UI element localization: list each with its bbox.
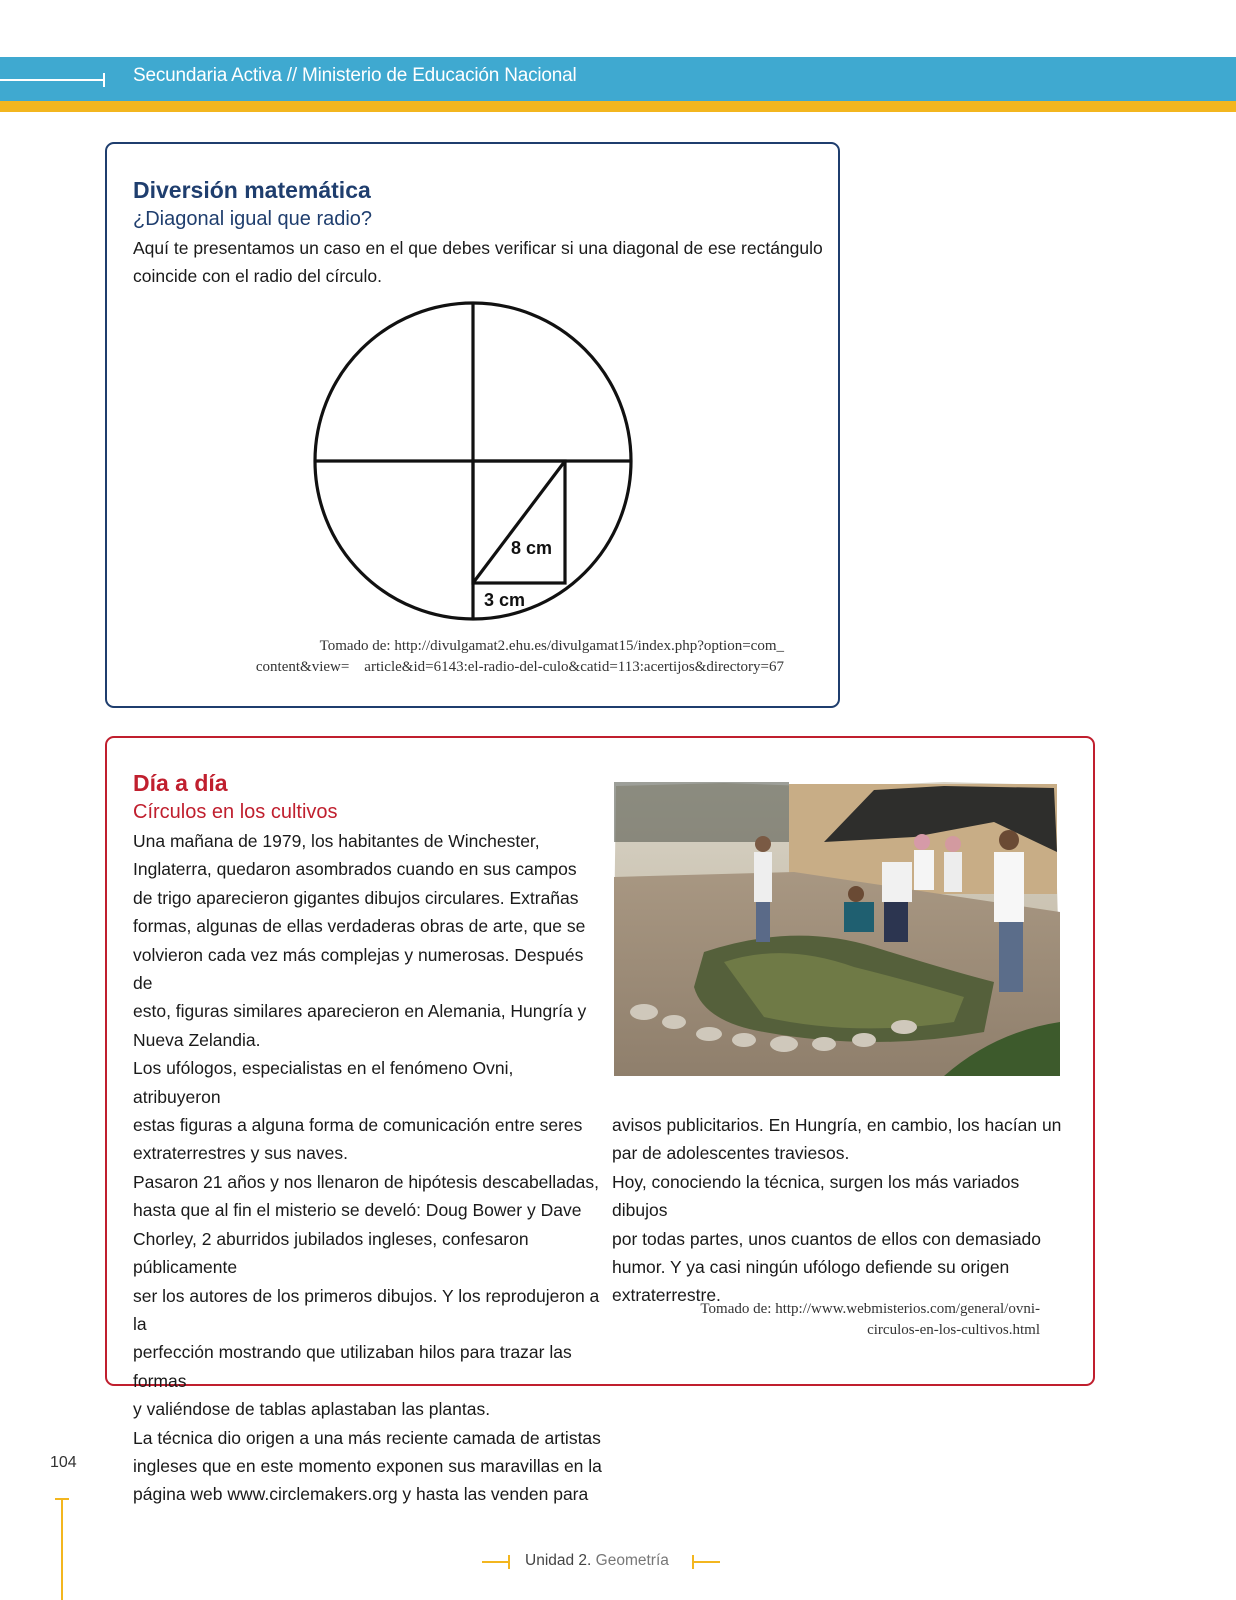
circle-rectangle-figure — [300, 296, 650, 626]
text-line: Hoy, conociendo la técnica, surgen los más variados dibujos — [612, 1171, 1020, 1221]
text-line: Pasaron 21 años y nos llenaron de hipótesis descabelladas, — [133, 1171, 600, 1192]
text-line: ingleses que en este momento exponen sus maravillas en la — [133, 1455, 602, 1476]
text-line: hasta que al fin el misterio se develó: Doug Bower y Dave — [133, 1200, 582, 1221]
text-line: formas, algunas de ellas verdaderas obras de arte, que se — [133, 916, 586, 937]
text-line: extraterrestre. — [612, 1285, 721, 1306]
header-title: Secundaria Activa // Ministerio de Educación Nacional — [133, 65, 577, 86]
source-line: content&view= article&id=6143:el-radio-del-culo&catid=113:acertijos&directory=67 — [255, 659, 784, 675]
text-line: por todas partes, unos cuantos de ellos con demasiado — [612, 1228, 1042, 1249]
day-to-day-title: Día a día — [133, 770, 228, 796]
text-line: perfección mostrando que utilizaban hilos para trazar las formas — [133, 1342, 572, 1391]
garden-children-photo — [614, 782, 1060, 1076]
footer-unit-label — [525, 1552, 669, 1570]
footer-left-dash — [482, 1561, 510, 1563]
text-line: estas figuras a alguna forma de comunicación entre seres — [133, 1115, 583, 1136]
text-line: de trigo aparecieron gigantes dibujos circulares. Extrañas — [133, 887, 579, 908]
text-line: La técnica dio origen a una más reciente camada de artistas — [133, 1427, 601, 1448]
source-line: Tomado de: http://www.webmisterios.com/general/ovni- — [700, 1301, 1040, 1317]
source-line: circulos-en-los-cultivos.html — [867, 1322, 1040, 1338]
text-line: avisos publicitarios. En Hungría, en cambio, los hacían un — [612, 1115, 1062, 1135]
text-line: ser los autores de los primeros dibujos. Y los reprodujeron a la — [133, 1285, 600, 1334]
text-line: Inglaterra, quedaron asombrados cuando en sus campos — [133, 859, 577, 880]
footer-topic: Geometría — [595, 1552, 669, 1569]
math-fun-intro-line: coincide con el radio del círculo. — [133, 266, 383, 287]
rectangle-diagonal — [473, 461, 565, 583]
header-decorative-tick — [103, 73, 105, 87]
day-to-day-source — [700, 1299, 1040, 1341]
text-line: esto, figuras similares aparecieron en Alemania, Hungría y — [133, 1001, 587, 1022]
text-line: y valiéndose de tablas aplastaban las plantas. — [133, 1399, 491, 1420]
page-number: 104 — [50, 1454, 77, 1471]
header-accent-stripe — [0, 101, 1236, 112]
source-line: Tomado de: http://divulgamat2.ehu.es/divulgamat15/index.php?option=com_ — [319, 638, 784, 654]
text-line: par de adolescentes traviesos. — [612, 1143, 850, 1164]
crop-circles-text-right — [612, 1111, 1072, 1310]
footer-vertical-tick — [55, 1498, 69, 1500]
math-fun-subtitle: ¿Diagonal igual que radio? — [133, 208, 373, 230]
footer-unit: Unidad 2. — [525, 1552, 592, 1569]
math-fun-intro — [133, 234, 823, 291]
footer-vertical-line — [61, 1498, 63, 1600]
width-label: 3 cm — [484, 590, 526, 610]
text-line: volvieron cada vez más complejas y numerosas. Después de — [133, 944, 584, 994]
text-line: Nueva Zelandia. — [133, 1029, 261, 1050]
text-line: Una mañana de 1979, los habitantes de Winchester, — [133, 831, 540, 851]
text-line: Los ufólogos, especialistas en el fenómeno Ovni, atribuyeron — [133, 1058, 514, 1107]
text-line: humor. Y ya casi ningún ufólogo defiende su origen — [612, 1257, 1010, 1278]
header-decorative-line — [0, 79, 104, 81]
text-line: extraterrestres y sus naves. — [133, 1143, 348, 1164]
math-fun-title: Diversión matemática — [133, 177, 371, 203]
height-label: 8 cm — [511, 538, 553, 558]
math-fun-intro-line: Aquí te presentamos un caso en el que debes verificar si una diagonal de ese rectángulo — [133, 238, 823, 258]
crop-circles-text-left — [133, 827, 603, 1509]
math-fun-source — [256, 636, 784, 678]
footer-right-dash — [692, 1561, 720, 1563]
day-to-day-subtitle: Círculos en los cultivos — [133, 801, 338, 823]
footer-left-tick — [508, 1555, 510, 1569]
text-line: Chorley, 2 aburridos jubilados ingleses, confesaron públicamente — [133, 1228, 529, 1278]
text-line: página web www.circlemakers.org y hasta las venden para — [133, 1484, 589, 1505]
